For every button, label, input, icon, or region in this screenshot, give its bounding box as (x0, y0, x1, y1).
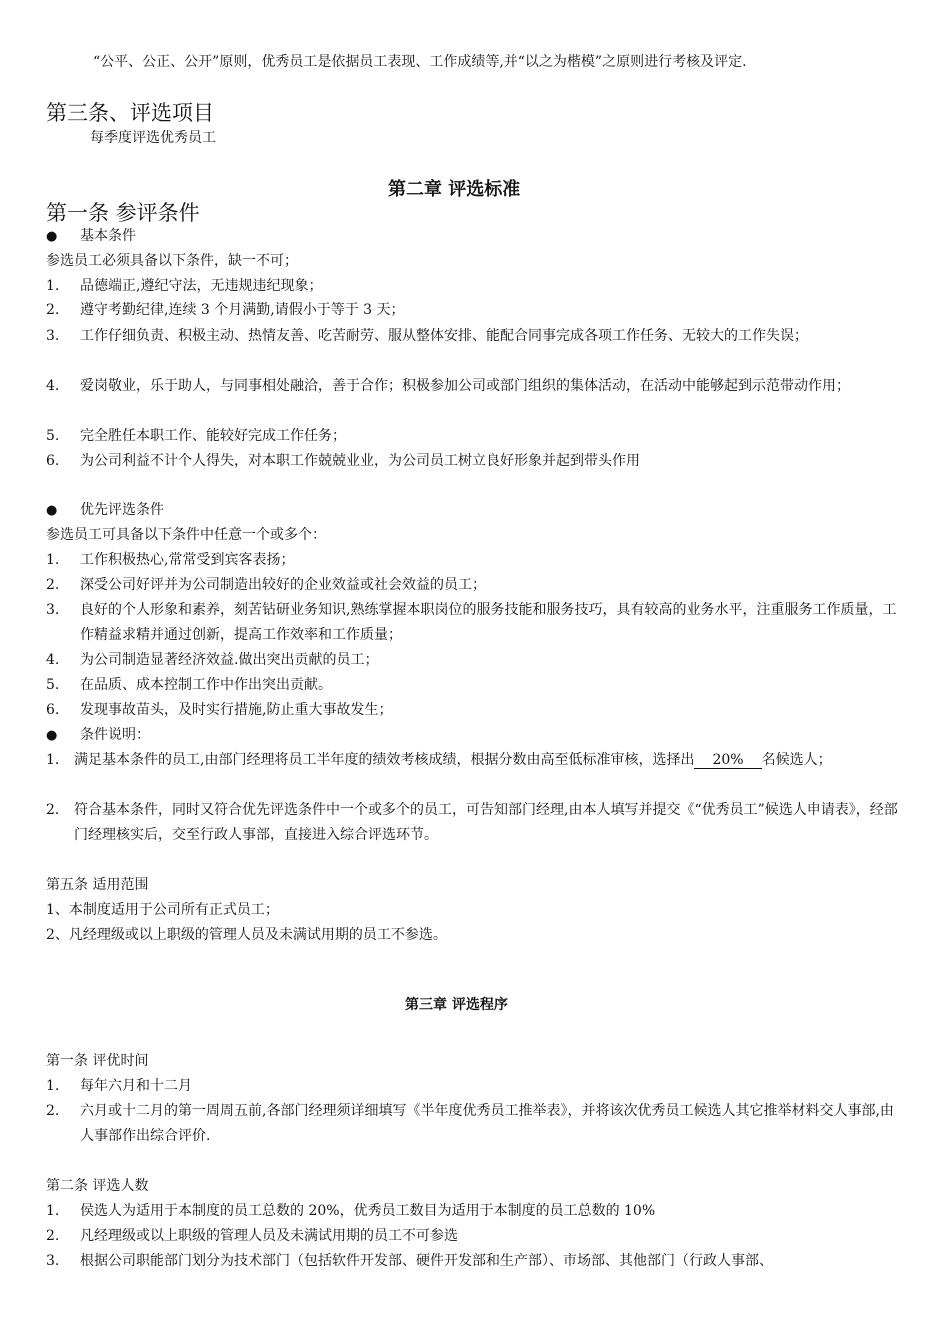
bullet-icon: ● (46, 229, 58, 244)
article3-text: 每季度评选优秀员工 (90, 130, 216, 146)
article5-line: 1、本制度适用于公司所有正式员工； (46, 902, 279, 918)
article5-line: 2、凡经理级或以上职级的管理人员及未满试用期的员工不参选。 (46, 927, 447, 943)
priority-intro: 参选员工可具备以下条件中任意一个或多个： (46, 527, 326, 543)
basic-intro: 参选员工必须具备以下条件，缺一不可； (46, 253, 298, 269)
blank-field: 20% (694, 753, 761, 769)
notes-heading-row (46, 725, 57, 746)
c3-article2-title: 第二条 评选人数 (46, 1178, 149, 1194)
article1-title: 第一条 参评条件 (46, 201, 200, 225)
article3-title: 第三条、评选项目 (46, 101, 214, 125)
priority-heading: 优先评选条件 (80, 502, 164, 518)
c3-article1-title: 第一条 评优时间 (46, 1053, 149, 1069)
notes-heading: 条件说明： (80, 727, 150, 743)
bullet-icon: ● (46, 728, 58, 743)
chapter2-title: 第二章 评选标准 (388, 179, 521, 200)
priority-heading-row (46, 500, 57, 521)
article5-title: 第五条 适用范围 (46, 877, 149, 893)
chapter3-title: 第三章 评选程序 (405, 997, 508, 1013)
intro-line: “公平、公正、公开”原则，优秀员工是依据员工表现、工作成绩等,并“以之为楷模”之原则进行考核及评定. (93, 54, 747, 70)
basic-heading-row (46, 226, 57, 247)
document-page: “公平、公正、公开”原则，优秀员工是依据员工表现、工作成绩等,并“以之为楷模”之原则进行考核及评定. 第三条、评选项目 每季度评选优秀员工 第二章 评选标准 第一条 参评条件 ● 基本条件 参选员工必须具备以下条件，缺一不可； 1. 品德端正,遵纪守法，无违规违纪现象； 2. 遵守考勤纪律,连续 3 个月满勤,请假小于等于 3 天； 3. 工作仔细负责、积极主动、热情友善、吃苦耐劳、服从整体安排、能配合同事完成各项工作任务、无较大的工作失误； 4. 爱岗敬业，乐于助人，与同事相处融洽，善于合作；积极参加公司或部门组织的集体活动，在活动中能够起到示范带动作用； 5. 完全胜任本职工作、能较好完成工作任务； 6. 为公司利益不计个人得失，对本职工作兢兢业业，为公司员工树立良好形象并起到带头作用 ● 优先评选条件 参选员工可具备以下条件中任意一个或多个： 1. 工作积极热心,常常受到宾客表扬； 2. 深受公司好评并为公司制造出较好的企业效益或社会效益的员工； 3. 良好的个人形象和素养，刻苦钻研业务知识,熟练掌握本职岗位的服务技能和服务技巧，具有较高的业务水平，注重服务工作质量，工作精益求精并通过创新，提高工作效率和工作质量； 4. 为公司制造显著经济效益.做出突出贡献的员工； 5. 在品质、成本控制工作中作出突出贡献。 6. 发现事故苗头，及时实行措施,防止重大事故发生； ● 条件说明： 1． 满足基本条件的员工,由部门经理将员工半年度的绩效考核成绩，根据分数由高至低标准审核，选择出 20% 名候选人； 2． 符合基本条件，同时又符合优先评选条件中一个或多个的员工，可告知部门经理,由本人填写并提交《“优秀员工”候选人申请表》，经部门经理核实后，交至行政人事部，直接进入综合评选环节。 第五条 适用范围 1、本制度适用于公司所有正式员工； 2、凡经理级或以上职级的管理人员及未满试用期的员工不参选。 第三章 评选程序 第一条 评优时间 1. 每年六月和十二月 2. 六月或十二月的第一周周五前,各部门经理须详细填写《半年度优秀员工推举表》，并将该次优秀员工候选人其它推举材料交人事部,由人事部作出综合评价. 第二条 评选人数 1. 侯选人为适用于本制度的员工总数的 20%，优秀员工数目为适用于本制度的员工总数的 10% 2. 凡经理级或以上职级的管理人员及未满试用期的员工不可参选 3. 根据公司职能部门划分为技术部门（包括软件开发部、硬件开发部和生产部）、市场部、其他部门（行政人事部、 (46, 54, 898, 1269)
bullet-icon: ● (46, 503, 58, 518)
basic-heading: 基本条件 (80, 228, 136, 244)
